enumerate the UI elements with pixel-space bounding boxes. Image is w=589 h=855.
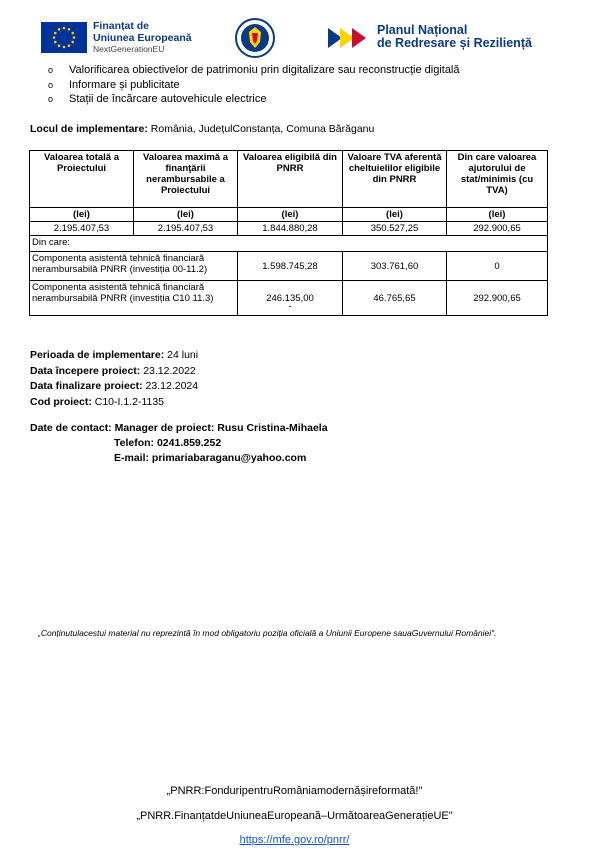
pnrr-title bbox=[377, 24, 532, 50]
table-cell: 0 bbox=[447, 252, 548, 281]
contact-details bbox=[30, 421, 328, 466]
location-label: Locul de implementare: bbox=[30, 123, 148, 135]
contact-phone: Telefon: 0241.859.252 bbox=[114, 437, 222, 449]
component-label: Componenta asistentă tehnică financiară nerambursabilă PNRR (investiția C10 11.3) bbox=[30, 281, 238, 316]
table-row bbox=[30, 222, 548, 236]
list-item bbox=[48, 78, 460, 93]
bullet-icon: o bbox=[48, 94, 54, 104]
pnrr-line2: de Redresare și Reziliență bbox=[377, 36, 532, 50]
eu-funding-text bbox=[93, 21, 192, 56]
unit-cell: (lei) bbox=[30, 208, 134, 222]
activity-list bbox=[48, 63, 460, 107]
din-care-label: Din care: bbox=[30, 236, 548, 252]
cell-note: - bbox=[288, 300, 292, 312]
table-header-row bbox=[30, 151, 548, 208]
table-row bbox=[30, 236, 548, 252]
contact-manager: Date de contact: Manager de proiect: Rusu Cristina-Mihaela bbox=[30, 422, 328, 434]
eu-line1: Finanțat de bbox=[93, 20, 150, 32]
table-cell: 303.761,60 bbox=[343, 252, 447, 281]
footer-slogan-2: „PNRR.FinanțatdeUniuneaEuropeană–UrmătoareaGenerațieUE" bbox=[136, 810, 453, 822]
table-cell: 292.900,65 bbox=[447, 222, 548, 236]
table-header-cell: Valoarea eligibilă din PNRR bbox=[238, 151, 343, 208]
project-period bbox=[30, 348, 198, 410]
table-header-cell: Valoarea totală a Proiectului bbox=[30, 151, 134, 208]
end-value: 23.12.2024 bbox=[142, 380, 199, 392]
impl-period bbox=[30, 348, 198, 364]
eu-flag-logo bbox=[41, 22, 87, 53]
table-cell: 292.900,65 bbox=[447, 281, 548, 316]
table-cell: 2.195.407,53 bbox=[30, 222, 134, 236]
table-cell: 350.527,25 bbox=[343, 222, 447, 236]
bullet-icon: o bbox=[48, 65, 54, 75]
component-label: Componenta asistentă tehnică financiară nerambursabilă PNRR (investiția 00-11.2) bbox=[30, 252, 238, 281]
table-cell: 2.195.407,53 bbox=[134, 222, 238, 236]
unit-cell: (lei) bbox=[134, 208, 238, 222]
list-item-text: Informare și publicitate bbox=[69, 78, 180, 91]
impl-label: Perioada de implementare: bbox=[30, 349, 165, 361]
table-row bbox=[30, 281, 548, 316]
project-code bbox=[30, 395, 198, 411]
code-value: C10-I.1.2-1135 bbox=[91, 395, 165, 408]
eu-line3: NextGenerationEU bbox=[93, 44, 165, 54]
table-unit-row bbox=[30, 208, 548, 222]
table-header-cell: Valoarea maximă a finanţării nerambursabile a Proiectului bbox=[134, 151, 238, 208]
code-label: Cod proiect: bbox=[30, 395, 92, 408]
unit-cell: (lei) bbox=[447, 208, 548, 222]
table-header-cell: Din care valoarea ajutorului de stat/minimis (cu TVA) bbox=[447, 151, 548, 208]
end-label: Data finalizare proiect: bbox=[30, 380, 143, 392]
contact-email: E-mail: primariabaraganu@yahoo.com bbox=[114, 452, 307, 464]
end-date bbox=[30, 379, 198, 395]
list-item-text: Valorificarea obiectivelor de patrimoniu prin digitalizare sau reconstrucție digitală bbox=[69, 64, 460, 76]
start-label: Data începere proiect: bbox=[30, 364, 141, 377]
eu-line2: Uniunea Europeană bbox=[93, 31, 192, 44]
bullet-icon: o bbox=[48, 79, 54, 90]
unit-cell: (lei) bbox=[343, 208, 447, 222]
table-row bbox=[30, 252, 548, 281]
unit-cell: (lei) bbox=[238, 208, 343, 222]
list-item-text: Stații de încărcare autovehicule electrice bbox=[69, 93, 267, 105]
table-cell: 46.765,65 bbox=[343, 281, 447, 316]
footer-link[interactable]: https://mfe.gov.ro/pnrr/ bbox=[239, 834, 350, 846]
pnrr-logo bbox=[326, 24, 374, 52]
list-item bbox=[48, 63, 460, 78]
project-values-table bbox=[29, 150, 548, 316]
table-header-cell: Valoare TVA aferentă cheltuielilor eligibile din PNRR bbox=[343, 151, 447, 208]
implementation-location bbox=[30, 123, 374, 135]
footer-slogan-1: „PNRR:FonduripentruRomâniamodernășireformată!" bbox=[166, 785, 423, 797]
pnrr-line1: Planul Național bbox=[377, 23, 468, 37]
start-date bbox=[30, 364, 198, 380]
disclaimer-text: „Conținutulacestui material nu reprezintă în mod obligatoriu poziția oficială a Uniunii Europene sauaGuvernului României". bbox=[38, 628, 497, 638]
impl-value: 24 luni bbox=[164, 349, 199, 361]
list-item bbox=[48, 92, 460, 107]
table-cell: 1.598.745,28 bbox=[238, 252, 343, 281]
location-value: România, JudețulConstanța, Comuna Bărăganu bbox=[147, 123, 375, 135]
cell-value: 246.135,00 bbox=[266, 292, 314, 304]
table-cell: 1.844.880,28 bbox=[238, 222, 343, 236]
table-cell bbox=[238, 281, 343, 316]
start-value: 23.12.2022 bbox=[140, 364, 196, 377]
government-crest-logo bbox=[235, 18, 275, 58]
